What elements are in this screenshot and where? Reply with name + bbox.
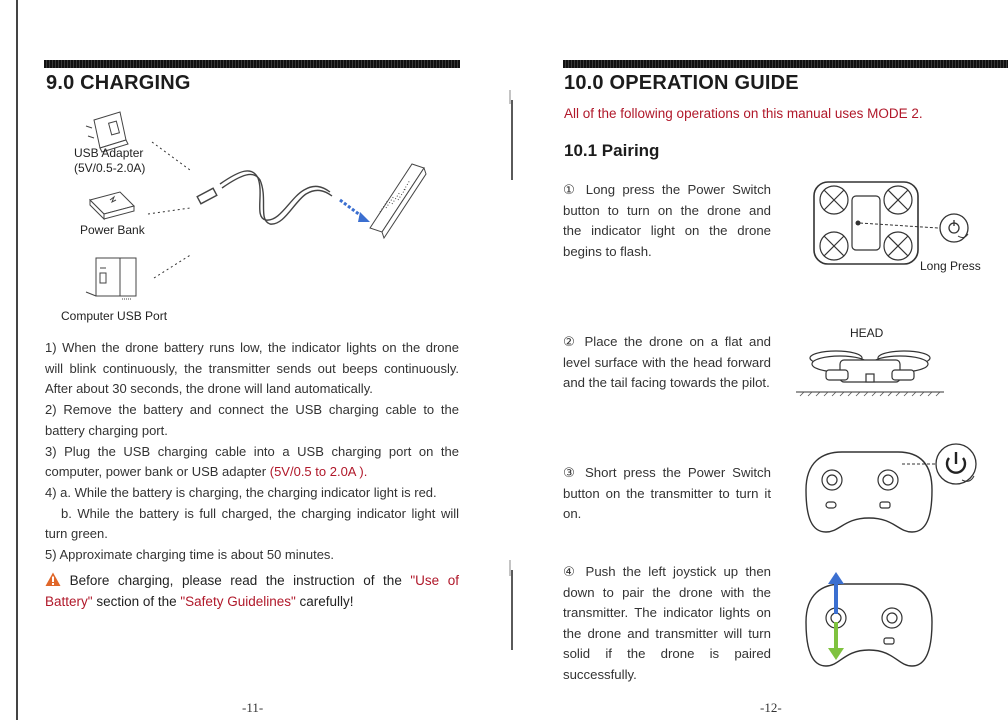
step-text: the indicator light on the drone [563,223,771,239]
step-text: level surface with the head forward [563,354,771,370]
step-2 [563,332,771,394]
step-text: begins to flash. [563,243,652,259]
charging-diagram [40,108,460,308]
power-bank-icon [90,192,134,219]
instruction-line: battery charging port. [45,422,168,438]
charging-instructions [45,338,459,566]
instruction-line-with-spec [45,462,459,483]
step-number: ③ [563,465,579,480]
warning-line [45,570,459,591]
computer-usb-port-label: Computer USB Port [61,309,168,323]
long-press-label: Long Press [920,259,981,273]
step-text: on. [563,506,582,522]
instruction-line: 3) Plug the USB charging cable into a USB charging port on the [45,443,459,459]
usb-adapter-label: USB Adapter [74,146,144,160]
drone-side-view [796,340,946,400]
mode-intro: All of the following operations on this manual uses MODE 2. [564,106,923,121]
transmitter-pairing [802,568,942,678]
step-number: ④ [563,564,579,579]
instruction-line: 2) Remove the battery and connect the USB charging cable to the [45,402,459,418]
left-page-number: -11- [242,700,264,715]
right-page-number: -12- [760,700,782,715]
step-text: successfully. [563,666,637,682]
instruction-line: turn green. [45,526,108,542]
pairing-subtitle: 10.1 Pairing [564,141,660,160]
step-text: Short press the Power Switch [585,465,771,480]
usb-adapter-spec: (5V/0.5-2.0A) [74,161,146,175]
drone-top-view [812,176,992,266]
step-4 [563,562,771,686]
instruction-line: b. While the battery is full charged, the charging indicator light will [61,505,459,521]
warning-text: section of the [92,594,181,609]
step-text: Long press the Power Switch [585,182,771,197]
warning-icon [45,572,61,587]
warning-line [45,591,459,612]
step-number: ① [563,182,579,197]
instruction-line: After about 30 seconds, the drone will land automatically. [45,381,373,397]
warning-ref: "Use of [410,573,459,588]
step-3 [563,463,771,525]
usb-cable [197,171,332,224]
operation-guide-title: 10.0 OPERATION GUIDE [564,72,799,94]
power-bank-label: Power Bank [80,223,145,237]
instruction-line: 4) a. While the battery is charging, the charging indicator light is red. [45,484,437,500]
warning-text: Before charging, please read the instruction of the [69,573,411,588]
step-text: button on the transmitter to turn it [563,485,771,501]
step-text: Push the left joystick up then [585,564,771,579]
battery-warning [45,570,459,612]
battery-icon [370,164,426,238]
spec-text: (5V/0.5 to 2.0A ). [269,464,368,480]
left-header-bar [44,60,460,68]
step-number: ② [563,334,578,349]
step-text: Place the drone on a flat and [584,334,771,349]
step-text: down to pair the drone with the [563,584,771,600]
warning-ref: Battery" [45,594,93,609]
right-header-bar [563,60,1008,68]
instruction-line: 5) Approximate charging time is about 50 minutes. [45,547,335,563]
warning-ref: "Safety Guidelines" [180,594,296,609]
computer-icon [86,258,136,299]
step-text: transmitter. The indicator lights on [563,605,771,621]
warning-text: carefully! [295,594,354,609]
gutter-marks [500,90,530,650]
step-text: button to turn on the drone and [563,202,771,218]
step-text: the drone and transmitter will turn [563,625,771,641]
instruction-line: will blink continuously, the transmitter sends out beeps continuously. [45,360,459,376]
charging-title: 9.0 CHARGING [46,72,191,94]
instruction-text: computer, power bank or USB adapter [45,464,267,480]
step-text: solid if the drone is paired [563,646,771,662]
page-binding-edge [16,0,18,720]
transmitter-power-on [802,440,992,540]
step-text: and the tail facing towards the pilot. [563,375,770,391]
step-1 [563,180,771,262]
head-label: HEAD [850,326,884,340]
instruction-line: 1) When the drone battery runs low, the indicator lights on the drone [45,340,459,355]
